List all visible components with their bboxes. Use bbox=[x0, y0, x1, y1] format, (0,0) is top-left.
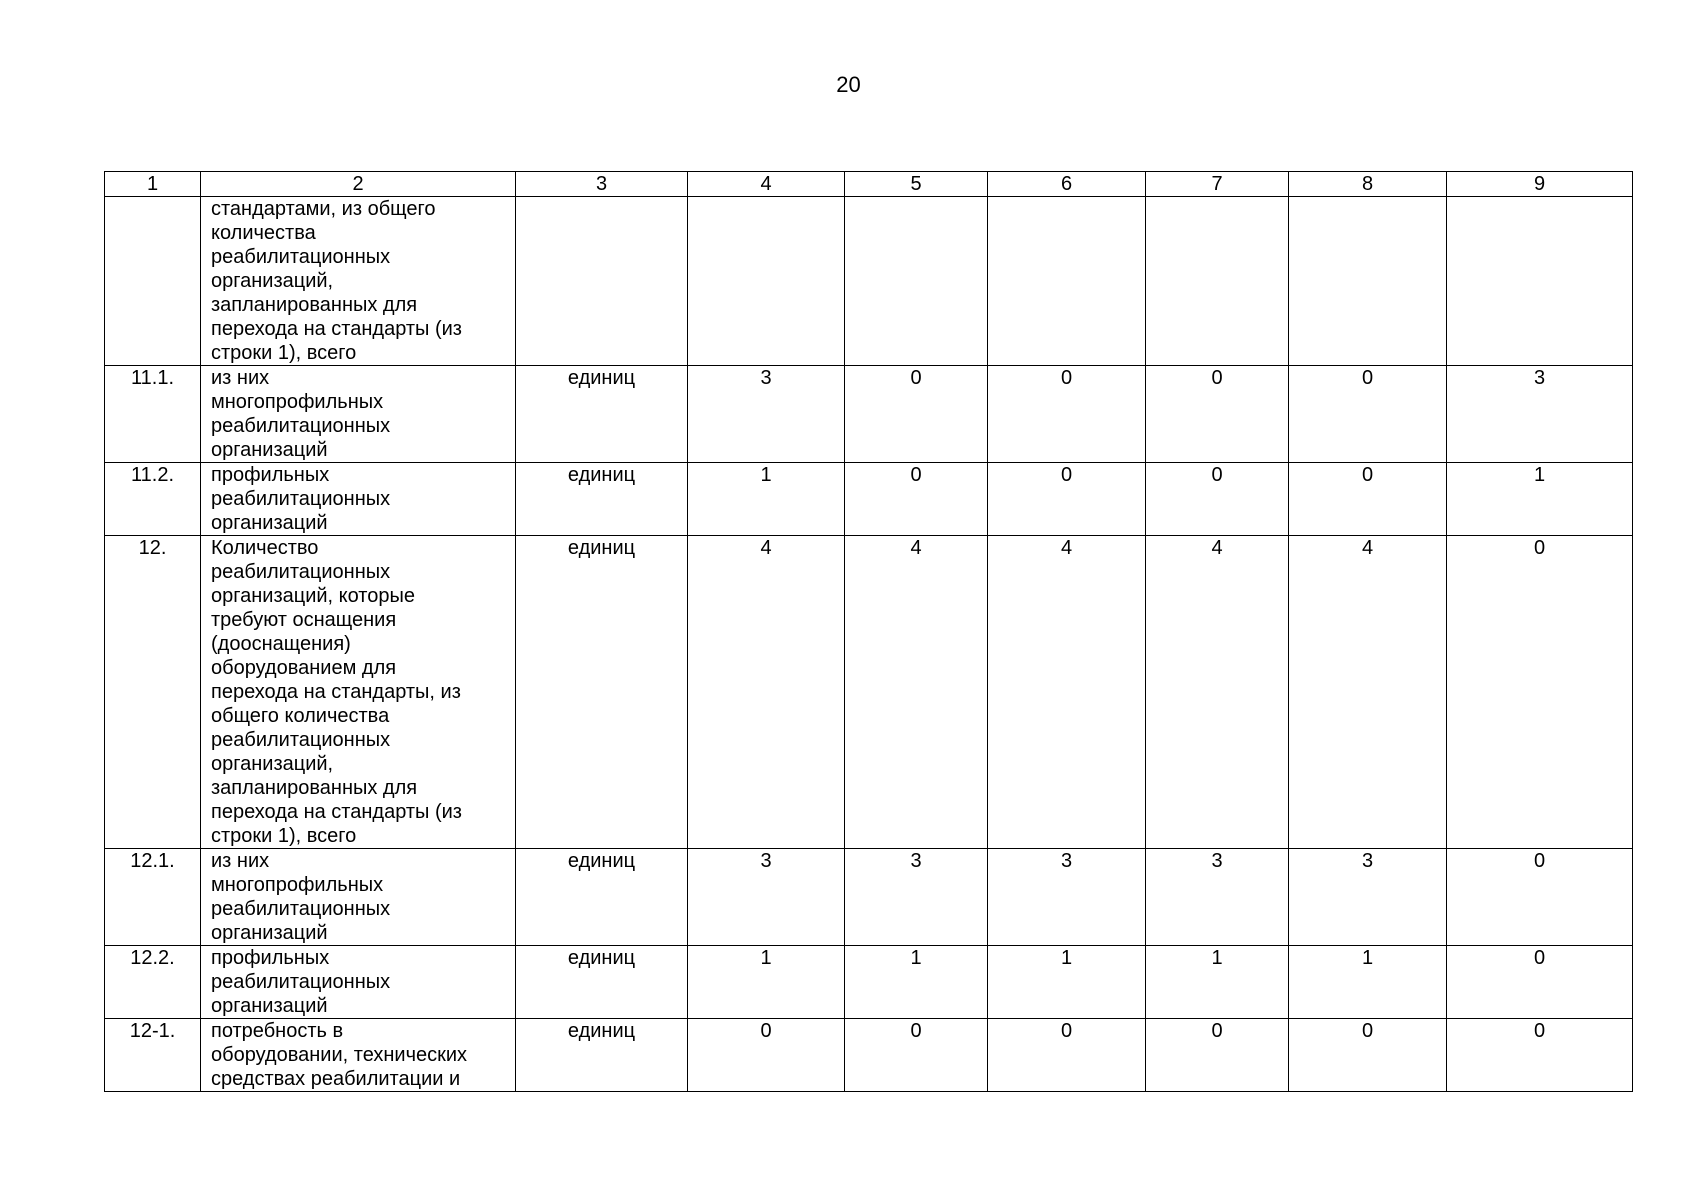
description-line: организаций bbox=[211, 995, 328, 1017]
page-number: 20 bbox=[836, 72, 861, 97]
description-line: стандартами, из общего bbox=[211, 198, 436, 220]
description-line: строки 1), всего bbox=[211, 342, 357, 364]
value-cell-col-7: 0 bbox=[1146, 366, 1289, 463]
table-row bbox=[105, 536, 1633, 849]
description-line: Количество bbox=[211, 537, 319, 559]
value-cell-col-6: 0 bbox=[988, 1019, 1146, 1092]
indicator-description-cell bbox=[201, 946, 516, 1019]
row-number-cell: 11.2. bbox=[105, 463, 201, 536]
description-line: запланированных для bbox=[211, 294, 418, 316]
column-number-7: 7 bbox=[1146, 172, 1289, 197]
value-cell-col-7: 0 bbox=[1146, 463, 1289, 536]
column-number-2: 2 bbox=[201, 172, 516, 197]
table-row bbox=[105, 366, 1633, 463]
description-line: реабилитационных bbox=[211, 488, 391, 510]
unit-cell: единиц bbox=[516, 463, 688, 536]
column-number-8: 8 bbox=[1289, 172, 1447, 197]
description-line: реабилитационных bbox=[211, 898, 391, 920]
row-number-cell bbox=[105, 197, 201, 366]
description-line: из них bbox=[211, 367, 270, 389]
description-line: (дооснащения) bbox=[211, 633, 351, 655]
description-line: строки 1), всего bbox=[211, 825, 357, 847]
value-cell-col-6: 4 bbox=[988, 536, 1146, 849]
description-line: количества bbox=[211, 222, 316, 244]
description-line: организаций, которые bbox=[211, 585, 415, 607]
value-cell-col-7: 0 bbox=[1146, 1019, 1289, 1092]
value-cell-col-6: 1 bbox=[988, 946, 1146, 1019]
value-cell-col-6: 3 bbox=[988, 849, 1146, 946]
description-line: профильных bbox=[211, 947, 330, 969]
value-cell-col-9: 0 bbox=[1447, 849, 1633, 946]
value-cell-col-5: 1 bbox=[845, 946, 988, 1019]
value-cell-col-8: 1 bbox=[1289, 946, 1447, 1019]
value-cell-col-9: 0 bbox=[1447, 536, 1633, 849]
description-line: многопрофильных bbox=[211, 391, 384, 413]
value-cell-col-9: 0 bbox=[1447, 946, 1633, 1019]
column-number-4: 4 bbox=[688, 172, 845, 197]
description-line: реабилитационных bbox=[211, 971, 391, 993]
row-number-cell: 12. bbox=[105, 536, 201, 849]
description-line: средствах реабилитации и bbox=[211, 1068, 461, 1090]
table-row bbox=[105, 946, 1633, 1019]
indicator-description-cell bbox=[201, 197, 516, 366]
indicator-description-cell bbox=[201, 366, 516, 463]
table-header-row bbox=[105, 172, 1633, 197]
value-cell-col-5: 4 bbox=[845, 536, 988, 849]
description-line: организаций bbox=[211, 922, 328, 944]
row-number-cell: 12.1. bbox=[105, 849, 201, 946]
indicator-description-cell bbox=[201, 463, 516, 536]
value-cell-col-7: 3 bbox=[1146, 849, 1289, 946]
description-line: перехода на стандарты (из bbox=[211, 801, 462, 823]
value-cell-col-8 bbox=[1289, 197, 1447, 366]
column-number-5: 5 bbox=[845, 172, 988, 197]
description-line: запланированных для bbox=[211, 777, 418, 799]
unit-cell bbox=[516, 197, 688, 366]
indicator-description-cell bbox=[201, 1019, 516, 1092]
table-row bbox=[105, 463, 1633, 536]
value-cell-col-8: 4 bbox=[1289, 536, 1447, 849]
column-number-9: 9 bbox=[1447, 172, 1633, 197]
description-line: потребность в bbox=[211, 1020, 344, 1042]
value-cell-col-8: 0 bbox=[1289, 366, 1447, 463]
value-cell-col-4: 3 bbox=[688, 366, 845, 463]
value-cell-col-5 bbox=[845, 197, 988, 366]
description-line: организаций bbox=[211, 512, 328, 534]
value-cell-col-6: 0 bbox=[988, 463, 1146, 536]
unit-cell: единиц bbox=[516, 849, 688, 946]
column-number-3: 3 bbox=[516, 172, 688, 197]
description-line: реабилитационных bbox=[211, 246, 391, 268]
description-line: реабилитационных bbox=[211, 415, 391, 437]
description-line: перехода на стандарты (из bbox=[211, 318, 462, 340]
table-row bbox=[105, 849, 1633, 946]
description-line: общего количества bbox=[211, 705, 390, 727]
indicator-description-cell bbox=[201, 536, 516, 849]
description-line: организаций, bbox=[211, 753, 334, 775]
value-cell-col-8: 0 bbox=[1289, 463, 1447, 536]
value-cell-col-6: 0 bbox=[988, 366, 1146, 463]
value-cell-col-4: 4 bbox=[688, 536, 845, 849]
value-cell-col-7 bbox=[1146, 197, 1289, 366]
description-line: требуют оснащения bbox=[211, 609, 397, 631]
value-cell-col-4: 1 bbox=[688, 463, 845, 536]
value-cell-col-9 bbox=[1447, 197, 1633, 366]
table-row bbox=[105, 1019, 1633, 1092]
value-cell-col-5: 0 bbox=[845, 366, 988, 463]
column-number-1: 1 bbox=[105, 172, 201, 197]
description-line: организаций, bbox=[211, 270, 334, 292]
description-line: оборудованием для bbox=[211, 657, 397, 679]
value-cell-col-4 bbox=[688, 197, 845, 366]
description-line: многопрофильных bbox=[211, 874, 384, 896]
value-cell-col-8: 3 bbox=[1289, 849, 1447, 946]
description-line: из них bbox=[211, 850, 270, 872]
value-cell-col-5: 0 bbox=[845, 1019, 988, 1092]
unit-cell: единиц bbox=[516, 536, 688, 849]
table-row bbox=[105, 197, 1633, 366]
unit-cell: единиц bbox=[516, 946, 688, 1019]
value-cell-col-4: 1 bbox=[688, 946, 845, 1019]
column-number-6: 6 bbox=[988, 172, 1146, 197]
unit-cell: единиц bbox=[516, 1019, 688, 1092]
data-table bbox=[104, 171, 1633, 1092]
description-line: перехода на стандарты, из bbox=[211, 681, 461, 703]
value-cell-col-7: 4 bbox=[1146, 536, 1289, 849]
row-number-cell: 12.2. bbox=[105, 946, 201, 1019]
description-line: реабилитационных bbox=[211, 561, 391, 583]
value-cell-col-9: 1 bbox=[1447, 463, 1633, 536]
value-cell-col-8: 0 bbox=[1289, 1019, 1447, 1092]
table-body bbox=[105, 197, 1633, 1092]
description-line: профильных bbox=[211, 464, 330, 486]
value-cell-col-5: 0 bbox=[845, 463, 988, 536]
value-cell-col-9: 0 bbox=[1447, 1019, 1633, 1092]
value-cell-col-4: 3 bbox=[688, 849, 845, 946]
row-number-cell: 11.1. bbox=[105, 366, 201, 463]
value-cell-col-9: 3 bbox=[1447, 366, 1633, 463]
indicator-description-cell bbox=[201, 849, 516, 946]
description-line: реабилитационных bbox=[211, 729, 391, 751]
row-number-cell: 12-1. bbox=[105, 1019, 201, 1092]
value-cell-col-4: 0 bbox=[688, 1019, 845, 1092]
description-line: оборудовании, технических bbox=[211, 1044, 468, 1066]
description-line: организаций bbox=[211, 439, 328, 461]
value-cell-col-5: 3 bbox=[845, 849, 988, 946]
unit-cell: единиц bbox=[516, 366, 688, 463]
value-cell-col-6 bbox=[988, 197, 1146, 366]
value-cell-col-7: 1 bbox=[1146, 946, 1289, 1019]
